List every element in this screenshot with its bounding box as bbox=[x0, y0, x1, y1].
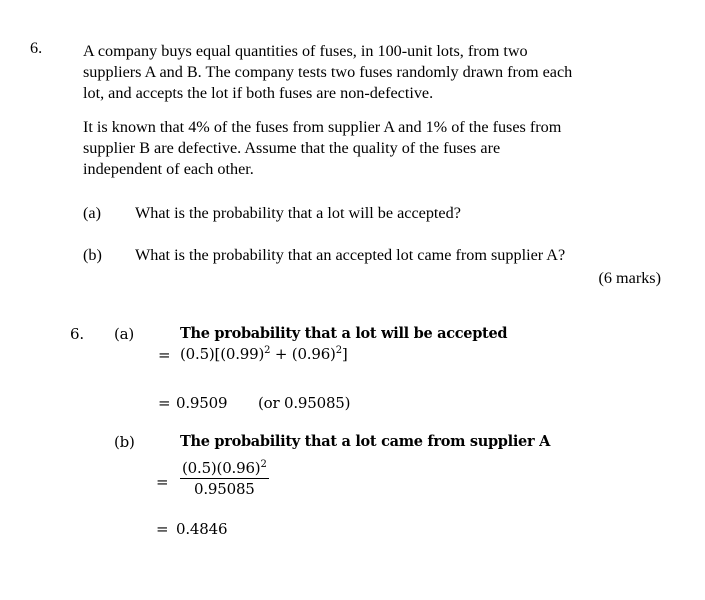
answer-part-a-label: (a) bbox=[114, 325, 135, 343]
answer-part-a-heading: The probability that a lot will be accepted bbox=[180, 325, 508, 342]
paragraph-line: independent of each other. bbox=[83, 160, 254, 178]
part-a-result: 0.9509 bbox=[176, 394, 228, 412]
expression-prefix: (0.5)[(0.99) bbox=[180, 345, 265, 363]
fraction-numerator bbox=[180, 459, 269, 477]
probability-expression bbox=[180, 345, 348, 363]
part-a-text: What is the probability that a lot will be accepted? bbox=[135, 204, 461, 222]
answer-number: 6. bbox=[70, 325, 84, 343]
equals-sign: = bbox=[156, 520, 169, 538]
part-b-label: (b) bbox=[83, 246, 102, 264]
exponent: 2 bbox=[260, 459, 267, 470]
equals-sign: = bbox=[158, 394, 171, 412]
expression-mid: + (0.96) bbox=[270, 345, 336, 363]
question-number: 6. bbox=[30, 39, 43, 57]
question-paragraph-2 bbox=[83, 117, 561, 180]
paragraph-line: supplier B are defective. Assume that the quality of the fuses are bbox=[83, 139, 501, 157]
part-a-label: (a) bbox=[83, 204, 101, 222]
question-paragraph-1 bbox=[83, 41, 572, 104]
paragraph-line: suppliers A and B. The company tests two fuses randomly drawn from each bbox=[83, 63, 573, 81]
expression-suffix: ] bbox=[341, 345, 348, 363]
fraction bbox=[180, 459, 269, 498]
numerator-text: (0.5)(0.96) bbox=[182, 459, 261, 477]
equals-sign: = bbox=[158, 346, 171, 364]
paragraph-line: It is known that 4% of the fuses from supplier A and 1% of the fuses from bbox=[83, 118, 562, 136]
paragraph-line: A company buys equal quantities of fuses, in 100-unit lots, from two bbox=[83, 42, 528, 60]
fraction-denominator: 0.95085 bbox=[194, 480, 255, 498]
exponent: 2 bbox=[264, 345, 271, 356]
equals-sign: = bbox=[156, 473, 169, 491]
exponent: 2 bbox=[335, 345, 342, 356]
answer-part-b-label: (b) bbox=[114, 433, 135, 451]
part-a-alternative-result: (or 0.95085) bbox=[258, 394, 351, 412]
fraction-bar bbox=[180, 478, 269, 479]
paragraph-line: lot, and accepts the lot if both fuses are non-defective. bbox=[83, 84, 434, 102]
answer-part-b-heading: The probability that a lot came from supplier A bbox=[180, 433, 551, 450]
marks-label: (6 marks) bbox=[598, 269, 661, 287]
part-b-result: 0.4846 bbox=[176, 520, 228, 538]
part-b-text: What is the probability that an accepted lot came from supplier A? bbox=[135, 246, 566, 264]
